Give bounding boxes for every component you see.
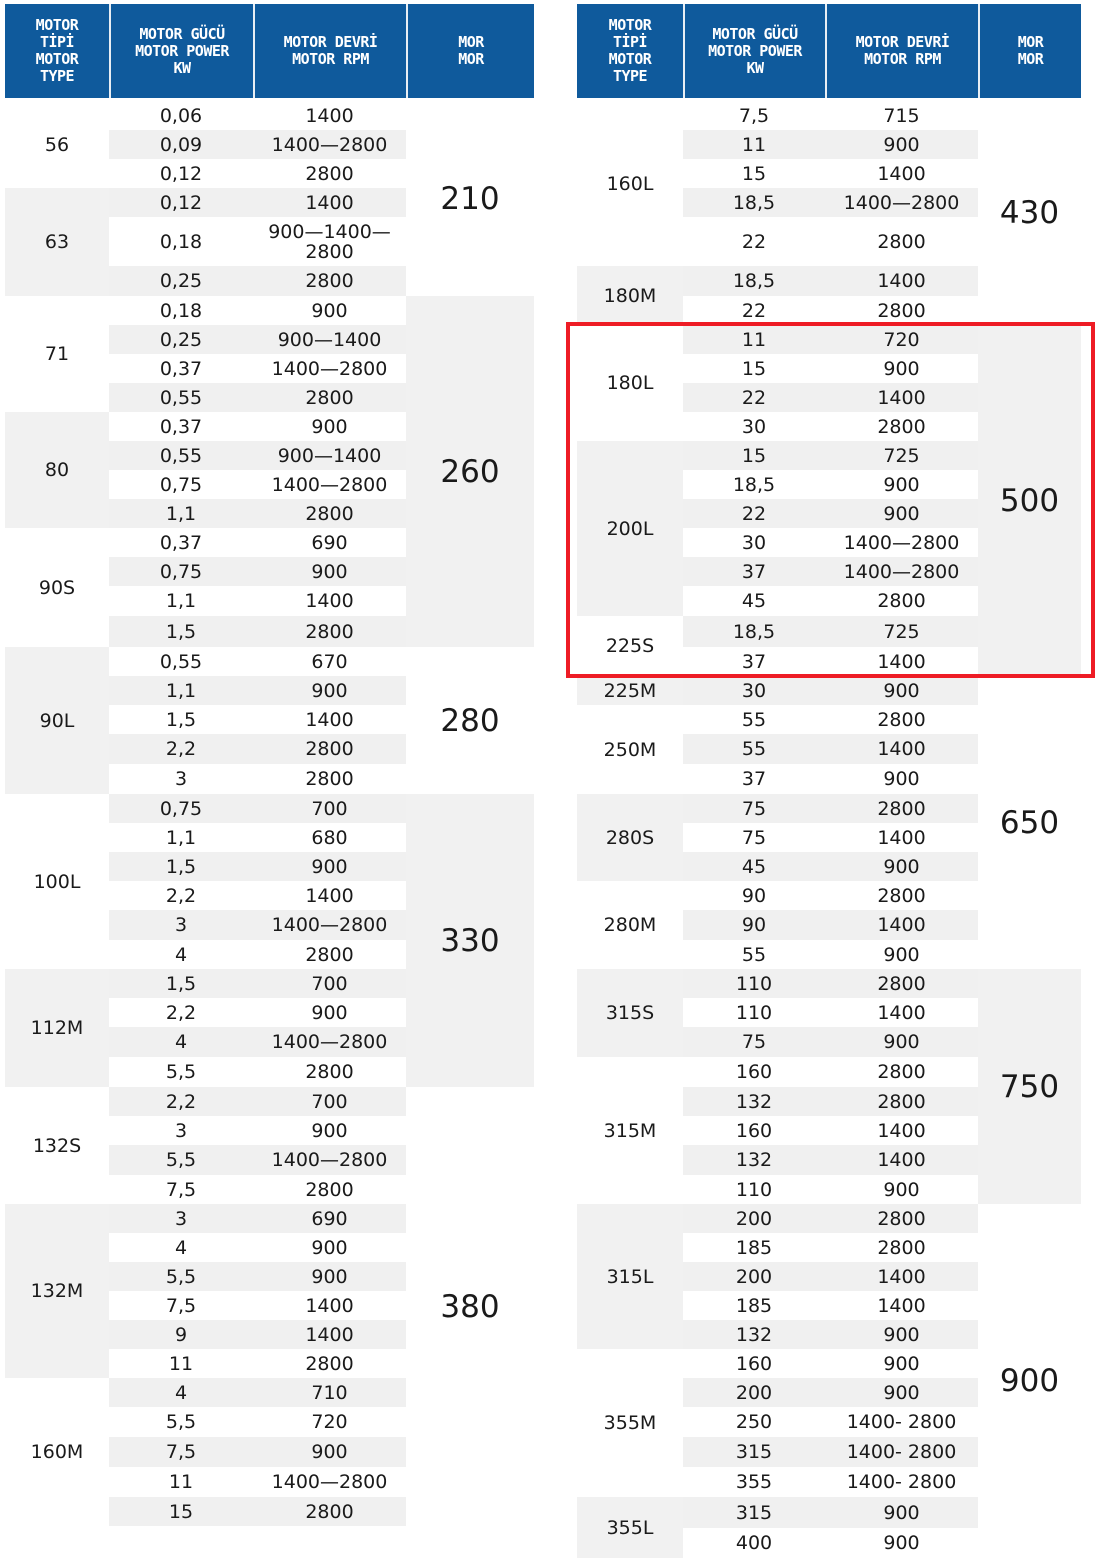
left-rpm-cell: 2800 bbox=[305, 1352, 354, 1375]
right-power-cell: 75 bbox=[741, 797, 767, 820]
left-power-cell: 7,5 bbox=[165, 1294, 197, 1317]
left-rpm-cell: 2800 bbox=[305, 943, 354, 966]
right-power-cell: 200 bbox=[735, 1207, 773, 1230]
right-motor-type: 315M bbox=[577, 1057, 683, 1204]
left-rpm-cell: 690 bbox=[311, 1207, 348, 1230]
left-rpm-cell: 900—1400 bbox=[277, 328, 382, 351]
right-motor-type: 280S bbox=[577, 794, 683, 881]
right-power-cell: 11 bbox=[741, 133, 767, 156]
right-rpm-cell: 1400 bbox=[877, 1265, 926, 1288]
right-power-cell: 132 bbox=[735, 1149, 773, 1171]
left-rpm-cell: 900 bbox=[311, 679, 348, 702]
right-rpm-cell: 1400 bbox=[877, 270, 926, 292]
left-power-cell: 1,5 bbox=[165, 855, 197, 878]
left-power-cell: 1,5 bbox=[165, 708, 197, 731]
left-rpm-cell: 1400 bbox=[305, 1323, 354, 1346]
left-power-cell: 3 bbox=[174, 1207, 188, 1230]
left-mor-value: 280 bbox=[406, 647, 534, 794]
right-power-cell: 160 bbox=[735, 1119, 773, 1142]
right-motor-type: 225M bbox=[577, 676, 683, 705]
left-rpm-cell: 900—1400— 2800 bbox=[268, 220, 391, 263]
left-power-cell: 0,18 bbox=[159, 299, 203, 322]
right-rpm-cell: 900 bbox=[883, 473, 920, 496]
left-power-cell: 0,75 bbox=[159, 797, 203, 820]
right-rpm-cell: 1400 bbox=[877, 1149, 926, 1171]
left-header-rpm bbox=[253, 4, 406, 98]
left-rpm-cell: 1400 bbox=[305, 708, 354, 731]
left-power-cell: 5,5 bbox=[165, 1061, 197, 1083]
left-power-cell: 5,5 bbox=[165, 1149, 197, 1171]
right-rpm-cell: 2800 bbox=[877, 590, 926, 612]
left-motor-type: 160M bbox=[5, 1378, 109, 1526]
left-rpm-cell: 1400—2800 bbox=[271, 1149, 388, 1171]
right-rpm-cell: 2800 bbox=[877, 1061, 926, 1083]
right-rpm-cell: 1400—2800 bbox=[843, 531, 960, 554]
left-motor-type: 80 bbox=[5, 412, 109, 528]
left-motor-type: 63 bbox=[5, 188, 109, 296]
left-power-cell: 0,55 bbox=[159, 444, 203, 467]
left-power-cell: 3 bbox=[174, 1119, 188, 1142]
right-rpm-cell: 900 bbox=[883, 768, 920, 790]
right-power-cell: 90 bbox=[741, 884, 767, 907]
left-rpm-cell: 1400—2800 bbox=[271, 1471, 388, 1493]
left-rpm-cell: 700 bbox=[311, 972, 348, 995]
left-power-cell: 4 bbox=[174, 1381, 188, 1404]
right-header-type bbox=[577, 4, 683, 98]
left-rpm-cell: 2800 bbox=[305, 502, 354, 525]
right-power-cell: 110 bbox=[735, 1001, 773, 1024]
left-power-cell: 2,2 bbox=[165, 738, 197, 760]
right-rpm-cell: 1400 bbox=[877, 1294, 926, 1317]
right-power-cell: 15 bbox=[741, 162, 767, 185]
left-motor-type: 132M bbox=[5, 1204, 109, 1378]
right-rpm-cell: 900 bbox=[883, 133, 920, 156]
left-power-cell: 2,2 bbox=[165, 1001, 197, 1024]
right-mor-value: 650 bbox=[978, 676, 1081, 969]
right-mor-value: 900 bbox=[978, 1204, 1081, 1558]
right-rpm-cell: 900 bbox=[883, 679, 920, 702]
right-rpm-cell: 725 bbox=[883, 620, 920, 643]
left-power-cell: 2,2 bbox=[165, 884, 197, 907]
left-motor-type: 90S bbox=[5, 528, 109, 647]
right-power-cell: 11 bbox=[741, 328, 767, 351]
right-power-cell: 18,5 bbox=[732, 270, 776, 292]
right-power-cell: 160 bbox=[735, 1352, 773, 1375]
left-power-cell: 0,25 bbox=[159, 270, 203, 292]
left-header-mor bbox=[406, 4, 534, 98]
right-rpm-cell: 1400 bbox=[877, 1119, 926, 1142]
left-power-cell: 1,5 bbox=[165, 620, 197, 643]
left-rpm-cell: 1400 bbox=[305, 104, 354, 127]
right-motor-type: 315S bbox=[577, 969, 683, 1057]
right-header-type-text: MOTOR TİPİ MOTOR TYPE bbox=[608, 16, 652, 85]
left-power-cell: 0,25 bbox=[159, 328, 203, 351]
right-header-power bbox=[683, 4, 825, 98]
right-power-cell: 55 bbox=[741, 708, 767, 731]
right-rpm-cell: 1400 bbox=[877, 650, 926, 673]
right-rpm-cell: 900 bbox=[883, 1532, 920, 1554]
right-power-cell: 400 bbox=[735, 1532, 773, 1554]
right-power-cell: 45 bbox=[741, 590, 767, 612]
left-rpm-cell: 900 bbox=[311, 1236, 348, 1259]
right-motor-type: 355L bbox=[577, 1497, 683, 1558]
right-motor-type: 200L bbox=[577, 441, 683, 616]
right-power-cell: 110 bbox=[735, 972, 773, 995]
left-rpm-cell: 1400—2800 bbox=[271, 473, 388, 496]
left-rpm-cell: 900 bbox=[311, 1441, 348, 1463]
left-mor-value: 260 bbox=[406, 296, 534, 647]
right-rpm-cell: 900 bbox=[883, 943, 920, 966]
right-power-cell: 132 bbox=[735, 1090, 773, 1113]
left-rpm-cell: 900 bbox=[311, 560, 348, 583]
right-power-cell: 22 bbox=[741, 230, 767, 253]
left-power-cell: 7,5 bbox=[165, 1178, 197, 1201]
left-rpm-cell: 700 bbox=[311, 797, 348, 820]
right-motor-type: 280M bbox=[577, 881, 683, 969]
left-rpm-cell: 900 bbox=[311, 855, 348, 878]
right-rpm-cell: 2800 bbox=[877, 708, 926, 731]
right-power-cell: 315 bbox=[735, 1501, 773, 1524]
left-rpm-cell: 900 bbox=[311, 299, 348, 322]
right-rpm-cell: 725 bbox=[883, 444, 920, 467]
right-power-cell: 7,5 bbox=[738, 104, 770, 127]
right-rpm-cell: 1400 bbox=[877, 386, 926, 409]
left-mor-value: 210 bbox=[406, 101, 534, 296]
left-motor-type: 112M bbox=[5, 969, 109, 1087]
right-power-cell: 22 bbox=[741, 386, 767, 409]
right-rpm-cell: 900 bbox=[883, 1031, 920, 1053]
right-power-cell: 315 bbox=[735, 1441, 773, 1463]
right-header-rpm bbox=[825, 4, 978, 98]
right-rpm-cell: 1400 bbox=[877, 1001, 926, 1024]
left-power-cell: 3 bbox=[174, 768, 188, 790]
right-rpm-cell: 2800 bbox=[877, 415, 926, 438]
right-rpm-cell: 2800 bbox=[877, 299, 926, 322]
left-power-cell: 11 bbox=[168, 1471, 194, 1493]
right-rpm-cell: 2800 bbox=[877, 1090, 926, 1113]
left-rpm-cell: 1400 bbox=[305, 590, 354, 612]
left-power-cell: 0,75 bbox=[159, 473, 203, 496]
right-power-cell: 30 bbox=[741, 531, 767, 554]
right-power-cell: 18,5 bbox=[732, 191, 776, 214]
right-motor-type: 355M bbox=[577, 1349, 683, 1497]
right-rpm-cell: 720 bbox=[883, 328, 920, 351]
left-rpm-cell: 2800 bbox=[305, 1500, 354, 1523]
left-header-type-text: MOTOR TİPİ MOTOR TYPE bbox=[35, 16, 79, 85]
right-power-cell: 355 bbox=[735, 1471, 773, 1493]
right-power-cell: 200 bbox=[735, 1265, 773, 1288]
left-header-power bbox=[109, 4, 253, 98]
right-power-cell: 185 bbox=[735, 1294, 773, 1317]
left-rpm-cell: 2800 bbox=[305, 738, 354, 760]
right-mor-value: 430 bbox=[978, 101, 1081, 325]
left-power-cell: 15 bbox=[168, 1500, 194, 1523]
right-power-cell: 250 bbox=[735, 1411, 773, 1433]
right-power-cell: 30 bbox=[741, 415, 767, 438]
left-power-cell: 0,37 bbox=[159, 531, 203, 554]
left-rpm-cell: 900—1400 bbox=[277, 444, 382, 467]
right-power-cell: 18,5 bbox=[732, 473, 776, 496]
right-power-cell: 22 bbox=[741, 299, 767, 322]
right-power-cell: 200 bbox=[735, 1381, 773, 1404]
right-rpm-cell: 900 bbox=[883, 1323, 920, 1346]
right-power-cell: 160 bbox=[735, 1061, 773, 1083]
right-mor-value: 500 bbox=[978, 325, 1081, 676]
left-power-cell: 0,37 bbox=[159, 415, 203, 438]
right-mor-value: 750 bbox=[978, 969, 1081, 1204]
right-rpm-cell: 2800 bbox=[877, 972, 926, 995]
right-rpm-cell: 1400- 2800 bbox=[846, 1411, 957, 1433]
left-rpm-cell: 2800 bbox=[305, 386, 354, 409]
right-rpm-cell: 1400 bbox=[877, 162, 926, 185]
left-power-cell: 1,1 bbox=[165, 826, 197, 849]
left-motor-type: 56 bbox=[5, 101, 109, 188]
right-rpm-cell: 2800 bbox=[877, 1207, 926, 1230]
right-power-cell: 185 bbox=[735, 1236, 773, 1259]
right-rpm-cell: 900 bbox=[883, 502, 920, 525]
right-motor-type: 160L bbox=[577, 101, 683, 266]
right-rpm-cell: 2800 bbox=[877, 797, 926, 820]
right-rpm-cell: 2800 bbox=[877, 884, 926, 907]
right-power-cell: 75 bbox=[741, 1031, 767, 1053]
right-rpm-cell: 1400—2800 bbox=[843, 560, 960, 583]
right-rpm-cell: 1400 bbox=[877, 738, 926, 760]
right-rpm-cell: 900 bbox=[883, 1381, 920, 1404]
left-power-cell: 4 bbox=[174, 1236, 188, 1259]
left-rpm-cell: 1400 bbox=[305, 884, 354, 907]
right-power-cell: 55 bbox=[741, 738, 767, 760]
left-power-cell: 0,12 bbox=[159, 191, 203, 214]
left-motor-type: 71 bbox=[5, 296, 109, 412]
left-header-type bbox=[5, 4, 109, 98]
right-rpm-cell: 2800 bbox=[877, 230, 926, 253]
right-rpm-cell: 1400- 2800 bbox=[846, 1471, 957, 1493]
right-rpm-cell: 715 bbox=[883, 104, 920, 127]
left-rpm-cell: 900 bbox=[311, 1265, 348, 1288]
left-power-cell: 2,2 bbox=[165, 1090, 197, 1113]
left-rpm-cell: 2800 bbox=[305, 270, 354, 292]
left-rpm-cell: 1400 bbox=[305, 191, 354, 214]
right-motor-type: 225S bbox=[577, 616, 683, 676]
left-rpm-cell: 1400—2800 bbox=[271, 357, 388, 380]
left-rpm-cell: 710 bbox=[311, 1381, 348, 1404]
right-rpm-cell: 1400- 2800 bbox=[846, 1441, 957, 1463]
left-rpm-cell: 900 bbox=[311, 1001, 348, 1024]
left-rpm-cell: 2800 bbox=[305, 620, 354, 643]
left-rpm-cell: 1400—2800 bbox=[271, 133, 388, 156]
left-rpm-cell: 1400 bbox=[305, 1294, 354, 1317]
right-power-cell: 37 bbox=[741, 768, 767, 790]
right-rpm-cell: 1400—2800 bbox=[843, 191, 960, 214]
left-power-cell: 4 bbox=[174, 1031, 188, 1053]
left-power-cell: 4 bbox=[174, 943, 188, 966]
left-rpm-cell: 2800 bbox=[305, 1061, 354, 1083]
left-header-rpm-text: MOTOR DEVRİ MOTOR RPM bbox=[283, 33, 378, 68]
left-power-cell: 0,12 bbox=[159, 162, 203, 185]
left-power-cell: 5,5 bbox=[165, 1411, 197, 1433]
left-motor-type: 132S bbox=[5, 1087, 109, 1204]
left-rpm-cell: 690 bbox=[311, 531, 348, 554]
right-power-cell: 132 bbox=[735, 1323, 773, 1346]
left-rpm-cell: 1400—2800 bbox=[271, 914, 388, 936]
left-rpm-cell: 900 bbox=[311, 1119, 348, 1142]
right-power-cell: 30 bbox=[741, 679, 767, 702]
left-power-cell: 0,37 bbox=[159, 357, 203, 380]
right-header-mor bbox=[978, 4, 1081, 98]
right-header-mor-text: MOR MOR bbox=[1017, 33, 1044, 68]
left-rpm-cell: 2800 bbox=[305, 1178, 354, 1201]
right-rpm-cell: 900 bbox=[883, 1501, 920, 1524]
right-rpm-cell: 900 bbox=[883, 855, 920, 878]
left-rpm-cell: 680 bbox=[311, 826, 348, 849]
left-power-cell: 0,75 bbox=[159, 560, 203, 583]
left-rpm-cell: 700 bbox=[311, 1090, 348, 1113]
left-motor-type: 100L bbox=[5, 794, 109, 969]
left-power-cell: 5,5 bbox=[165, 1265, 197, 1288]
right-power-cell: 37 bbox=[741, 650, 767, 673]
right-power-cell: 110 bbox=[735, 1178, 773, 1201]
left-power-cell: 1,1 bbox=[165, 590, 197, 612]
right-rpm-cell: 900 bbox=[883, 1352, 920, 1375]
right-motor-type: 250M bbox=[577, 705, 683, 794]
right-power-cell: 18,5 bbox=[732, 620, 776, 643]
right-rpm-cell: 900 bbox=[883, 357, 920, 380]
right-rpm-cell: 1400 bbox=[877, 826, 926, 849]
right-motor-type: 180M bbox=[577, 266, 683, 325]
left-power-cell: 11 bbox=[168, 1352, 194, 1375]
right-header-rpm-text: MOTOR DEVRİ MOTOR RPM bbox=[855, 33, 950, 68]
right-header-power-text: MOTOR GÜCÜ MOTOR POWER KW bbox=[708, 24, 802, 77]
left-motor-type: 90L bbox=[5, 647, 109, 794]
right-power-cell: 90 bbox=[741, 914, 767, 936]
right-power-cell: 22 bbox=[741, 502, 767, 525]
right-rpm-cell: 2800 bbox=[877, 1236, 926, 1259]
left-mor-value: 330 bbox=[406, 794, 534, 1087]
right-rpm-cell: 1400 bbox=[877, 914, 926, 936]
left-power-cell: 1,1 bbox=[165, 502, 197, 525]
right-power-cell: 37 bbox=[741, 560, 767, 583]
right-rpm-cell: 900 bbox=[883, 1178, 920, 1201]
left-power-cell: 0,09 bbox=[159, 133, 203, 156]
right-power-cell: 75 bbox=[741, 826, 767, 849]
right-power-cell: 45 bbox=[741, 855, 767, 878]
left-rpm-cell: 720 bbox=[311, 1411, 348, 1433]
left-power-cell: 9 bbox=[174, 1323, 188, 1346]
right-power-cell: 15 bbox=[741, 444, 767, 467]
left-power-cell: 1,1 bbox=[165, 679, 197, 702]
left-power-cell: 7,5 bbox=[165, 1441, 197, 1463]
left-rpm-cell: 2800 bbox=[305, 768, 354, 790]
left-rpm-cell: 2800 bbox=[305, 162, 354, 185]
left-power-cell: 0,55 bbox=[159, 650, 203, 673]
left-rpm-cell: 900 bbox=[311, 415, 348, 438]
left-header-mor-text: MOR MOR bbox=[458, 33, 484, 68]
left-power-cell: 0,18 bbox=[159, 230, 203, 253]
right-motor-type: 315L bbox=[577, 1204, 683, 1349]
left-power-cell: 3 bbox=[174, 914, 188, 936]
left-power-cell: 0,55 bbox=[159, 386, 203, 409]
left-power-cell: 1,5 bbox=[165, 972, 197, 995]
left-header-power-text: MOTOR GÜCÜ MOTOR POWER KW bbox=[135, 24, 229, 77]
right-motor-type: 180L bbox=[577, 325, 683, 441]
left-mor-value: 380 bbox=[406, 1087, 534, 1526]
left-rpm-cell: 670 bbox=[311, 650, 348, 673]
right-power-cell: 55 bbox=[741, 943, 767, 966]
left-power-cell: 0,06 bbox=[159, 104, 203, 127]
left-rpm-cell: 1400—2800 bbox=[271, 1031, 388, 1053]
right-power-cell: 15 bbox=[741, 357, 767, 380]
